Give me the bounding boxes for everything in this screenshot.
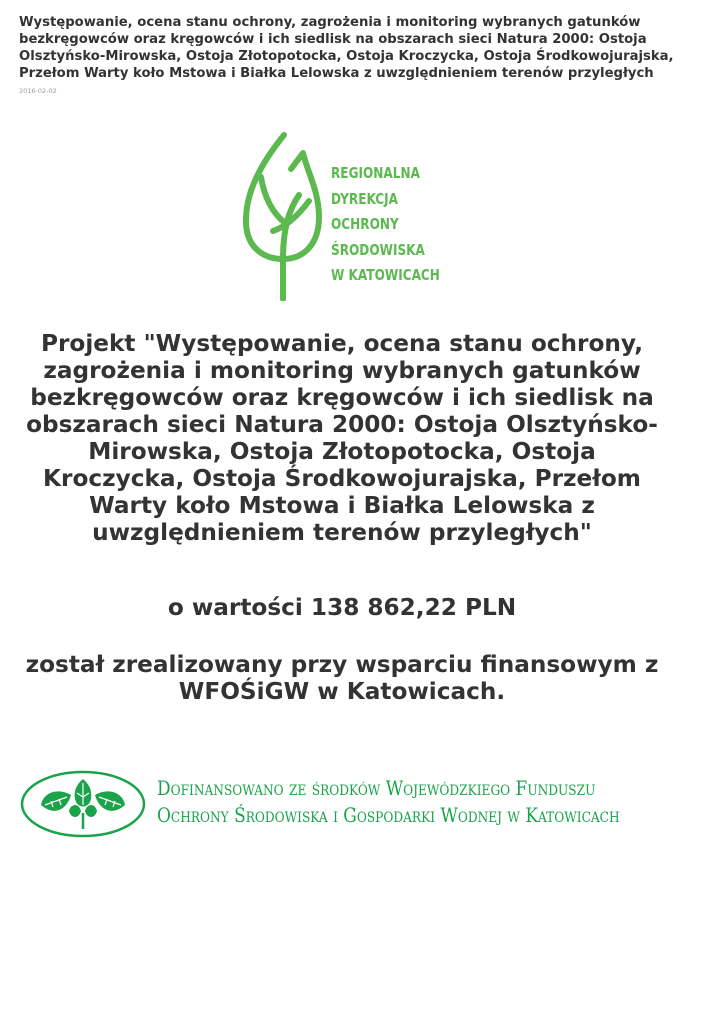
wfos-logo — [19, 769, 709, 839]
wfos-emblem-icon — [19, 769, 147, 839]
funding-statement: został zrealizowany przy wsparciu finansowym z WFOŚiGW w Katowicach. — [25, 651, 659, 705]
rdos-logo-line: DYREKCJA — [331, 189, 399, 208]
document-date: 2016-02-02 — [19, 87, 57, 95]
rdos-logo-text — [331, 161, 440, 289]
rdos-logo-line: ŚRODOWISKA — [331, 240, 425, 259]
wfos-logo-line: Ochrony Środowiska i Gospodarki Wodnej w Katowicach — [157, 804, 620, 827]
wfos-logo-text — [157, 775, 620, 829]
project-value: o wartości 138 862,22 PLN — [167, 594, 517, 621]
project-description: Projekt "Występowanie, ocena stanu ochrony, zagrożenia i monitoring wybranych gatunków bezkręgowców oraz kręgowców i ich siedlisk na obszarach sieci Natura 2000: Ostoja Olsztyńsko-Mirowska, Ostoja Złotopotocka, Ostoja Kroczycka, Ostoja Środkowojurajska, Przełom Warty koło Mstowa i Białka Lelowska z uwzględnieniem terenów przyległych" — [26, 330, 658, 546]
rdos-logo-line: REGIONALNA — [331, 164, 420, 182]
document-title: Występowanie, ocena stanu ochrony, zagrożenia i monitoring wybranych gatunków bezkręgowców oraz kręgowców i ich siedlisk na obszarach sieci Natura 2000: Ostoja Olsztyńsko-Mirowska, Ostoja Złotopotocka, Ostoja Kroczycka, Ostoja Środkowojurajska, Przełom Warty koło Mstowa i Białka Lelowska z uwzględnieniem terenów przyległych — [19, 15, 674, 81]
rdos-logo-line: W KATOWICACH — [331, 266, 440, 284]
leaf-icon — [243, 131, 323, 301]
rdos-logo — [243, 131, 453, 303]
rdos-logo-line: OCHRONY — [331, 215, 399, 233]
wfos-logo-line: Dofinansowano ze środków Wojewódzkiego Funduszu — [157, 777, 596, 800]
